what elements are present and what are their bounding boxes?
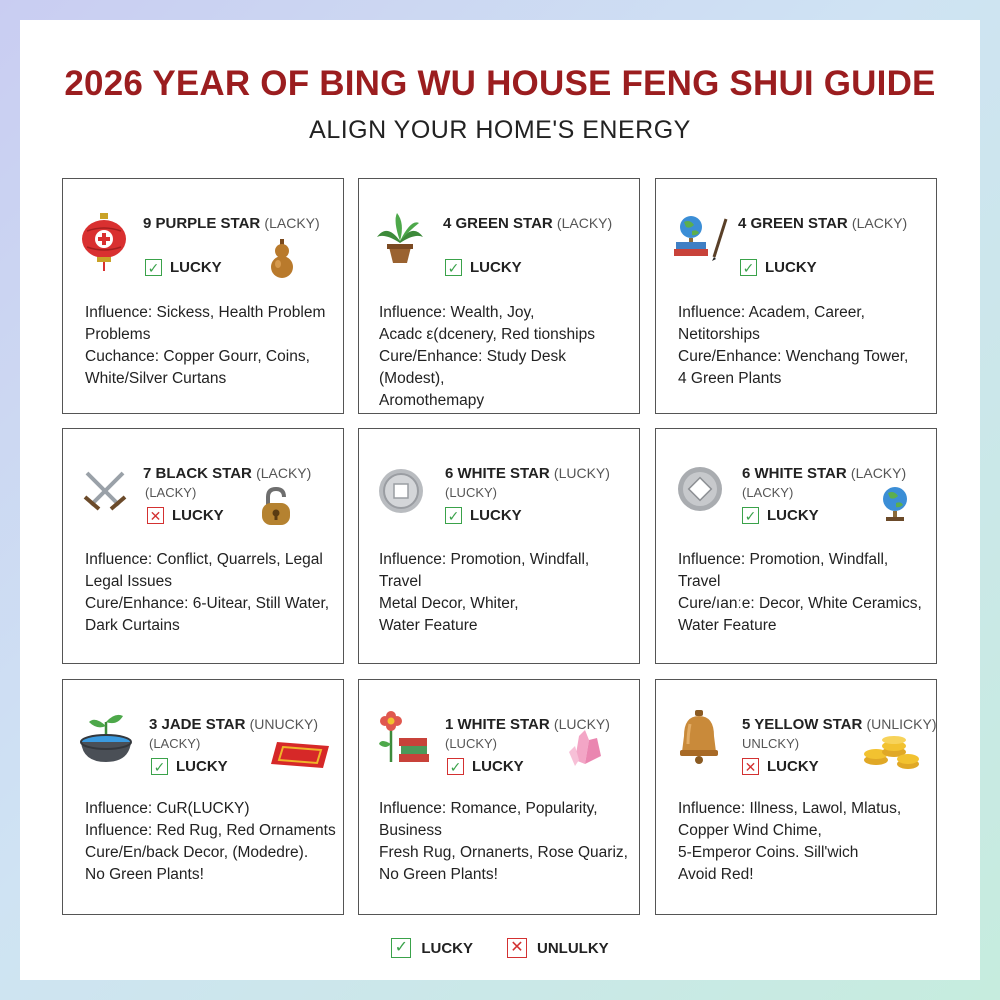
card-description: Influence: Romance, Popularity, Business Fresh Rug, Ornanerts, Rose Quariz, No Green Plants! [379,800,628,883]
star-card-4-green-2 [655,178,937,414]
star-name: 9 PURPLE STAR (LACKY) [143,215,320,232]
star-subnote: (LUCKY) [445,736,498,751]
check-icon: ✓ [742,507,759,524]
check-icon: ✓ [145,259,162,276]
star-name: 4 GREEN STAR (LACKY) [443,215,613,232]
star-card-3-jade [62,679,344,915]
status-unlucky: ✕ LUCKY [742,758,819,775]
card-description: Influence: Academ, Career, Netitorships Cure/Enhance: Wenchang Tower, 4 Green Plants [678,304,909,387]
star-subnote: UNLCKY) [742,736,800,751]
star-card-6-white [358,428,640,664]
check-icon: ✓ [447,758,464,775]
status-lucky: ✓ LUCKY [447,758,524,775]
star-subnote: (LACKY) [742,485,794,500]
legend-unlucky: ✕ UNLULKY [507,938,609,958]
page-title: 2026 YEAR OF BING WU HOUSE FENG SHUI GUIDE [64,64,936,103]
check-icon: ✓ [445,507,462,524]
card-description: Influence: Wealth, Joy, Acadc ε(dcenery, Red tionships Cure/Enhance: Study Desk (Modest), Aromothemapy [379,304,595,409]
square-hole-coin-icon [676,465,724,513]
bell-icon [676,710,722,764]
legend-lucky: ✓ LUCKY [391,938,473,958]
star-name: 1 WHITE STAR (LUCKY) [445,716,610,733]
star-name: 3 JADE STAR (UNUCKY) [149,716,319,733]
status-lucky: ✓ LUCKY [145,259,222,276]
star-card-5-yellow [655,679,937,915]
water-bowl-sprout-icon [79,710,133,766]
lantern-icon [79,211,129,271]
flower-books-icon [375,710,431,766]
globe-books-icon [672,213,728,263]
check-icon: ✓ [445,259,462,276]
star-card-6-white-2 [655,428,937,664]
globe-icon [880,485,910,523]
status-lucky: ✓ LUCKY [742,507,819,524]
star-name: 4 GREEN STAR (LACKY) [738,215,908,232]
status-lucky: ✓ LUCKY [445,507,522,524]
status-lucky: ✓ LUCKY [445,259,522,276]
cross-icon: ✕ [742,758,759,775]
cross-icon: ✕ [147,507,164,524]
card-description: Influence: Conflict, Quarrels, Legal Legal Issues Cure/Enhance: 6-Uitear, Still Water, Dark Curtains [85,551,330,634]
silver-coin-icon [377,467,425,515]
card-description: Influence: CuR(LUCKY) Influence: Red Rug, Red Ornaments Cure/En/back Decor, (Modedre). No Green Plants! [85,800,336,883]
card-description: Influence: Illness, Lawol, Mlatus, Copper Wind Chime, 5-Emperor Coins. Sill'wich Avoid Red! [678,800,902,883]
star-subnote: (LACKY) [149,736,201,751]
star-card-7-black [62,428,344,664]
coin-stack-icon [862,736,920,772]
star-name: 6 WHITE STAR (LUCKY) [445,465,610,482]
legend [0,938,1000,958]
red-rug-icon [269,738,331,772]
check-icon: ✓ [151,758,168,775]
check-icon: ✓ [391,938,411,958]
star-card-1-white [358,679,640,915]
star-name: 5 YELLOW STAR (UNLICKY) [742,716,937,733]
card-description: Influence: Sickess, Health Problem Problems Cuchance: Copper Gourr, Coins, White/Silver Curtans [85,304,326,387]
padlock-icon [259,487,293,527]
star-card-4-green [358,178,640,414]
star-subnote: (LUCKY) [445,485,498,500]
card-description: Influence: Promotion, Windfall, Travel Cure/ıanːe: Decor, White Ceramics, Water Feature [678,551,922,634]
star-subnote: (LACKY) [145,485,197,500]
status-lucky: ✓ LUCKY [740,259,817,276]
star-card-9-purple [62,178,344,414]
potted-plant-icon [375,213,425,265]
star-name: 7 BLACK STAR (LACKY) [143,465,312,482]
status-lucky: ✓ LUCKY [151,758,228,775]
check-icon: ✓ [740,259,757,276]
card-description: Influence: Promotion, Windfall, Travel Metal Decor, Whiter, Water Feature [379,551,590,634]
rose-quartz-icon [567,730,603,770]
cross-icon: ✕ [507,938,527,958]
status-unlucky: ✕ LUCKY [147,507,224,524]
gourd-icon [269,239,295,279]
crossed-swords-icon [81,467,129,515]
page-subtitle: ALIGN YOUR HOME'S ENERGY [309,116,691,144]
star-name: 6 WHITE STAR (LACKY) [742,465,907,482]
